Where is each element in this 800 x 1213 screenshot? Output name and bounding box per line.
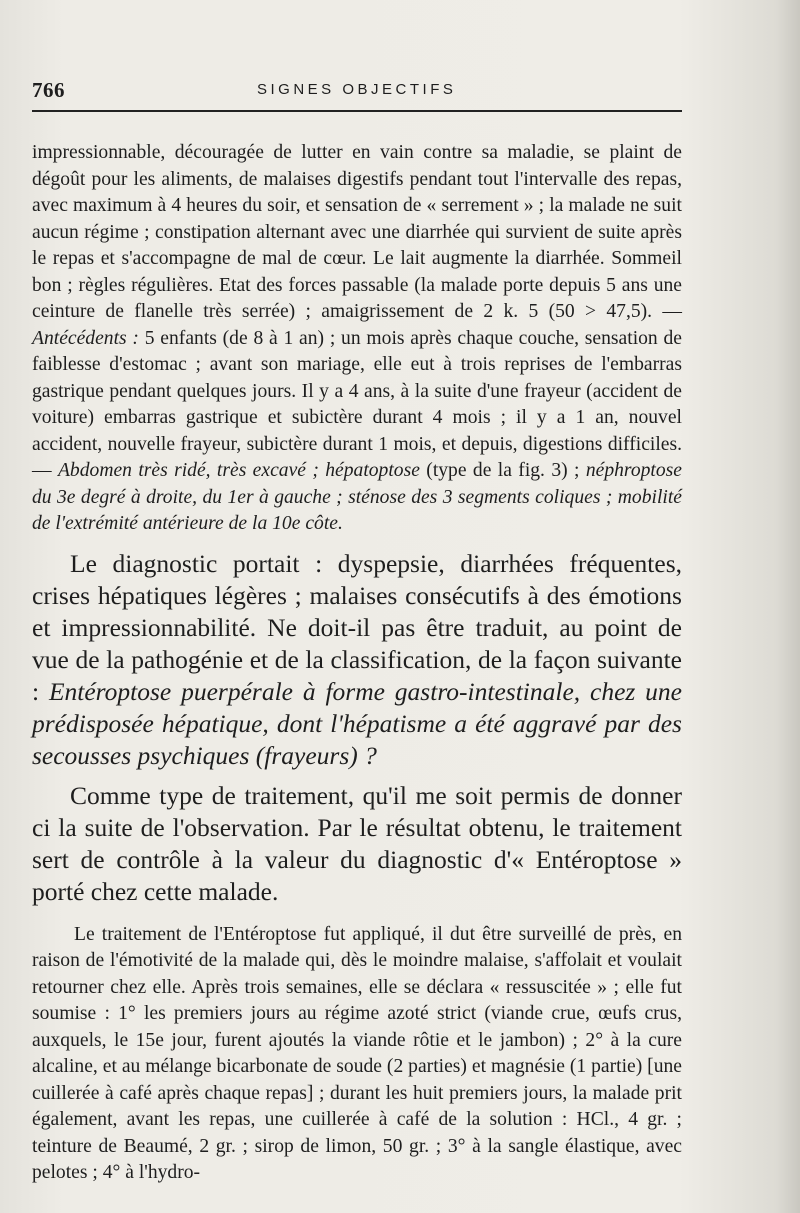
observation-paragraph [32,140,682,538]
observation-text-3: (type de la fig. 3) ; [419,460,586,481]
treatment-intro-paragraph: Comme type de traitement, qu'il me soit permis de donner ci la suite de l'observation. Par le résultat obtenu, le traitement sert de contrôle à la valeur du diagnostic d'« Entéroptose » porté chez cette malade. [32,780,682,906]
page-body [32,140,682,1187]
observation-text-2: 5 enfants (de 8 à 1 an) ; un mois après chaque couche, sensation de faiblesse d'estomac ; avant son mariage, elle eut à trois reprises de l'embarras gastrique pendant quelques jours. Il y a 4 ans, à la suite d'une frayeur (accident de voiture) embarras gastrique et subictère durant 4 mois ; il y a 1 an, nouvel accident, nouvelle frayeur, subictère durant 1 mois, et depuis, digestions difficiles. — [32,327,682,481]
abdomen-findings: Abdomen très ridé, très excavé ; hépatoptose [57,460,420,481]
observation-text-1: impressionnable, découragée de lutter en vain contre sa maladie, se plaint de dégoût pour les aliments, de malaises digestifs pendant tout l'intervalle des repas, avec maximum à 4 heures du soir, et sensation de « serrement » ; la malade ne suit aucun régime ; constipation alternant avec une diarrhée qui survient de suite après le repas et s'accompagne de mal de cœur. Le lait augmente la diarrhée. Sommeil bon ; règles régulières. Etat des forces passable (la malade porte depuis 5 ans une ceinture de flanelle très serrée) ; amaigrissement de 2 k. 5 (50 > 47,5). — [32,142,682,322]
page-number: 766 [32,78,65,102]
running-title: SIGNES OBJECTIFS [257,81,457,98]
clinical-findings: néphroptose du 3e degré à droite, du 1er à gauche ; sténose des 3 segments coliques ; mobilité de l'extrémité antérieure de la 10e côte. [32,460,682,534]
diagnosis-text: Le diagnostic portait : dyspepsie, diarrhées fréquentes, crises hépatiques légères ; malaises consécutifs à des émotions et impressionnabilité. Ne doit-il pas être traduit, au point de vue de la pathogénie et de la classification, de la façon suivante : [32,548,682,706]
antecedents-label: Antécédents : [32,327,139,349]
page-header [32,78,682,104]
header-rule [32,110,682,112]
treatment-paragraph: Le traitement de l'Entéroptose fut appliqué, il dut être surveillé de près, en raison de l'émotivité de la malade qui, dès le moindre malaise, s'affolait et voulait retourner chez elle. Après trois semaines, elle se déclara « ressuscitée » ; elle fut soumise : 1° les premiers jours au régime azoté strict (viande crue, œufs crus, auxquels, le 15e jour, furent ajoutés la viande rôtie et le jambon) ; 2° à la cure alcaline, et au mélange bicarbonate de soude (2 parties) et magnésie (1 partie) [une cuillerée à café après chaque repas] ; durant les huit premiers jours, la malade prit également, avant les repas, une cuillerée à café de la solution : HCl., 4 gr. ; teinture de Beaumé, 2 gr. ; sirop de limon, 50 gr. ; 3° à la sangle élastique, avec pelotes ; 4° à l'hydro- [32,923,682,1183]
diagnosis-paragraph [32,548,682,772]
diagnosis-conclusion: Entéroptose puerpérale à forme gastro-intestinale, chez une prédisposée hépatique, dont l'hépatisme a été aggravé par des secousses psychiques (frayeurs) ? [32,676,682,770]
